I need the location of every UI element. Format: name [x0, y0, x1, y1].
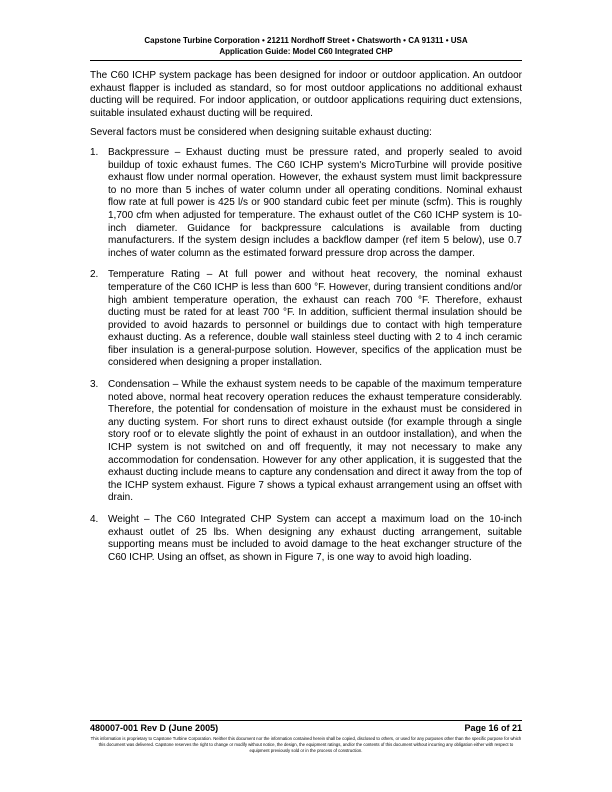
- factor-list: [90, 147, 522, 564]
- list-item-number: 2.: [90, 269, 99, 281]
- document-id: 480007-001 Rev D (June 2005): [90, 723, 219, 733]
- list-item-text: Weight – The C60 Integrated CHP System can accept a maximum load on the 10-inch exhaust outlet of 25 lbs. When designing any exhaust ducting arrangement, suitable supporting means must be included to avoid damage to the heat exchanger structure of the C60 ICHP. Using an offset, as shown in Figure 7, is one way to avoid high loading.: [108, 514, 522, 563]
- list-item-temperature-rating: [90, 269, 522, 370]
- page-number: Page 16 of 21: [464, 723, 522, 733]
- list-item-number: 1.: [90, 146, 99, 158]
- list-item-backpressure: [90, 147, 522, 260]
- proprietary-notice: This information is proprietary to Capstone Turbine Corporation. Neither this document nor the information contained herein shall be copied, disclosed to others, or used for any purposes other than the specific purpose for which this document was delivered. Capstone reserves the right to change or modify without notice, the design, the equipment ratings, and/or the contents of this document without incurring any obligation either with respect to equipment previously sold or in the process of construction.: [90, 736, 522, 754]
- header-company-line: Capstone Turbine Corporation • 21211 Nordhoff Street • Chatsworth • CA 91311 • USA: [144, 36, 468, 45]
- list-item-number: 3.: [90, 379, 99, 391]
- list-item-condensation: [90, 379, 522, 505]
- list-item-text: Condensation – While the exhaust system needs to be capable of the maximum temperature noted above, normal heat recovery operation reduces the exhaust temperature considerably. Therefore, the potential for condensation of moisture in the exhaust must be considered in any ducting system. For short runs to direct exhaust outside (for example through a single story roof or to elevate slightly the point of exhaust in an outdoor installation), and when the ICHP system is not switched on and off frequently, it may not necessary to make any accommodation for condensation. However for any other application, it is suggested that the exhaust ducting include means to capture any condensation and direct it away from the top of the ICHP system exhaust. Figure 7 shows a typical exhaust arrangement using an offset with drain.: [108, 379, 522, 504]
- list-item-text: Backpressure – Exhaust ducting must be pressure rated, and properly sealed to avoid buildup of toxic exhaust fumes. The C60 ICHP system's MicroTurbine will provide positive exhaust flow under normal operation. However, the exhaust system must limit backpressure to no more than 5 inches of water column under all operating conditions. Nominal exhaust flow rate at full power is 425 l/s or 900 standard cubic feet per minute (scfm). This is roughly 1,700 cfm when adjusted for temperature. The exhaust outlet of the C60 ICHP system is 10-inch diameter. Guidance for backpressure calculations is available from ducting manufacturers. If the system design includes a backflow damper (ref item 5 below), use 0.7 inches of water column as the estimated forward pressure drop across the damper.: [108, 146, 522, 259]
- list-item-number: 4.: [90, 514, 99, 525]
- list-item-weight: [90, 514, 522, 564]
- header-divider: [90, 60, 522, 61]
- list-item-text: Temperature Rating – At full power and without heat recovery, the nominal exhaust temperature of the C60 ICHP is less than 600 °F. However, during transient conditions and/or high ambient temperature operation, the exhaust can reach 700 °F. Therefore, exhaust ducting must be rated for at least 700 °F. In addition, sufficient thermal insulation should be provided to avoid hazards to personnel or buildings due to contact with high temperature exhaust ducting. As a reference, double wall stainless steel ducting with 2 to 4 inch ceramic fiber insulation is a general-purpose solution. However, specifics of the application must be considered when designing a proper installation.: [108, 269, 522, 369]
- footer-divider: [90, 720, 522, 721]
- header-guide-title: Application Guide: Model C60 Integrated CHP: [219, 47, 393, 56]
- intro-paragraph: The C60 ICHP system package has been designed for indoor or outdoor application. An outdoor exhaust flapper is included as standard, so for most outdoor applications no additional exhaust ducting will be required. For indoor application, or outdoor applications requiring duct extensions, suitable insulated exhaust ducting will be required.: [90, 70, 522, 119]
- page-header: [90, 35, 522, 57]
- lead-paragraph: Several factors must be considered when designing suitable exhaust ducting:: [90, 127, 432, 139]
- document-body: [90, 70, 522, 573]
